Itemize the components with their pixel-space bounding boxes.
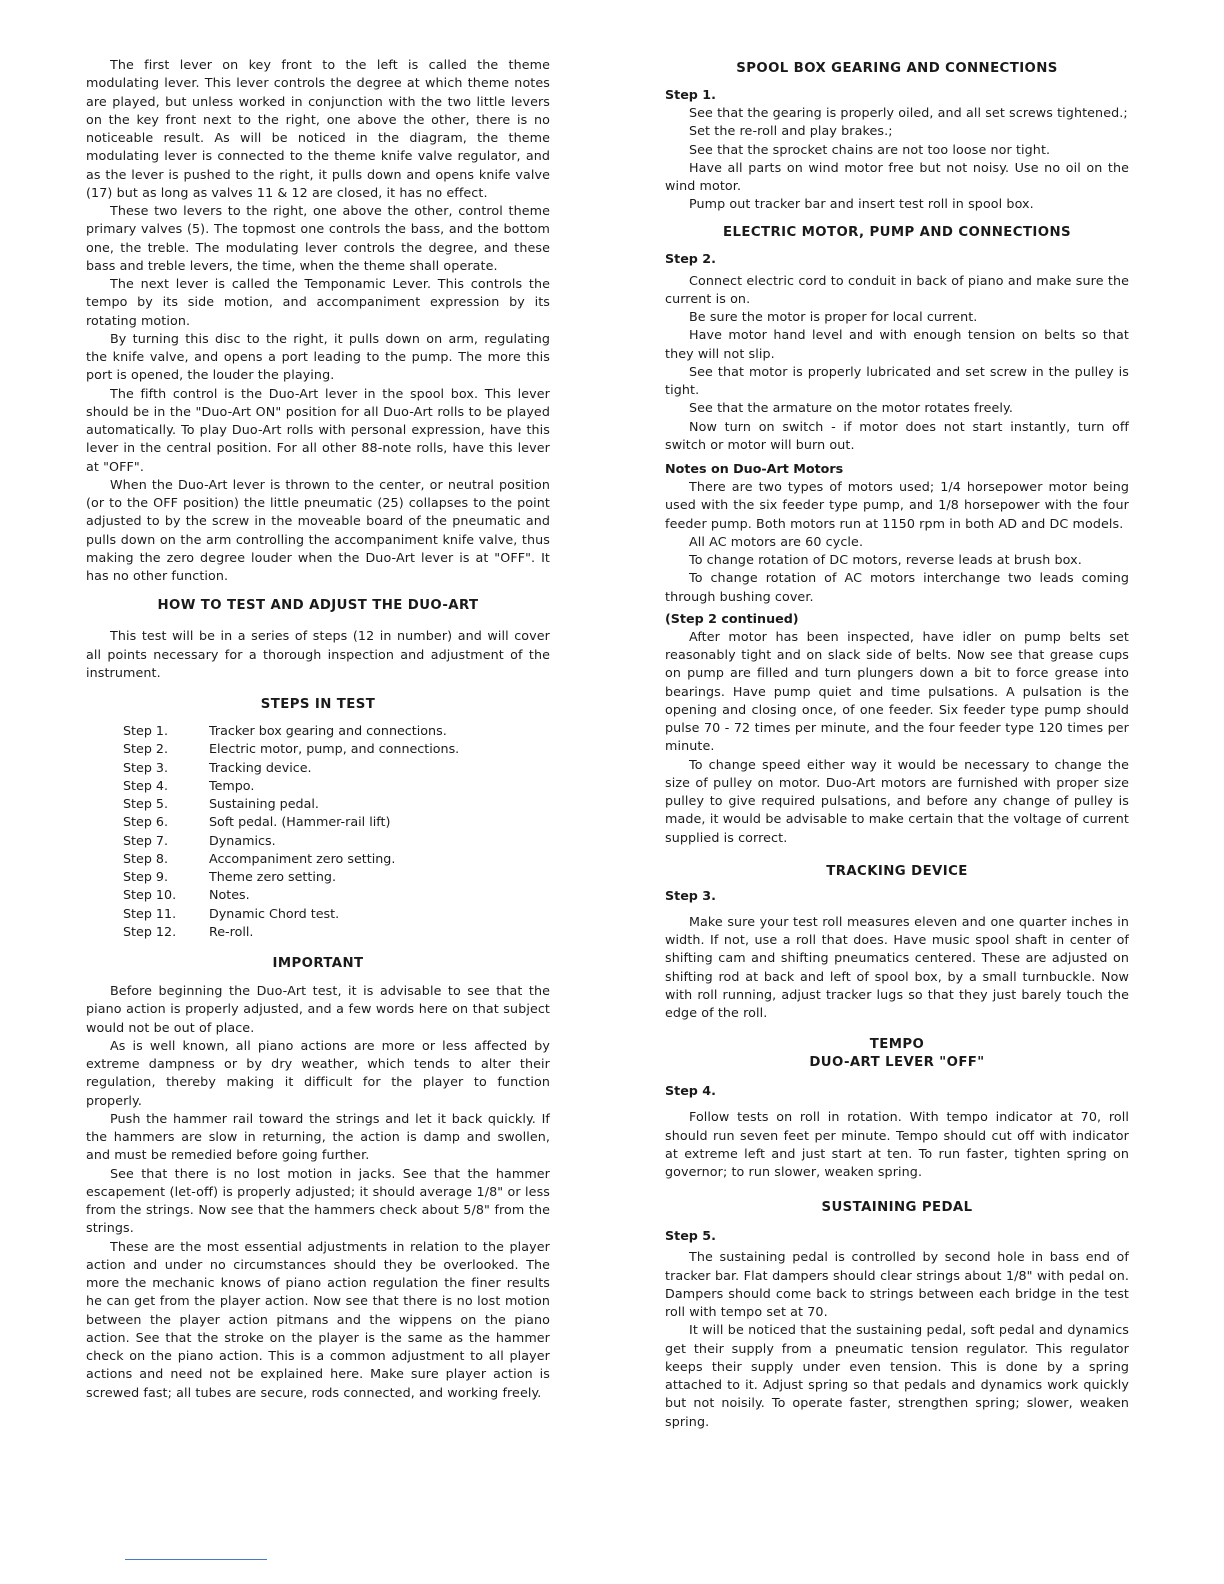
step-1-label: Step 1. (665, 87, 716, 102)
step-2-continued-label: (Step 2 continued) (665, 610, 799, 626)
step-2-label: Step 2. (665, 250, 716, 266)
important-paragraph: Before beginning the Duo-Art test, it is advisable to see that the piano action is properly adjusted, and a few words here on that subject would not be out of place. (86, 983, 550, 1035)
step-item (123, 905, 550, 923)
step-1-paragraph: Have all parts on wind motor free but not noisy. Use no oil on the wind motor. (665, 159, 1129, 193)
step-number: Step 2. (123, 741, 169, 757)
steps-heading: STEPS IN TEST (260, 697, 376, 712)
electric-motor-heading: ELECTRIC MOTOR, PUMP AND CONNECTIONS (723, 224, 1071, 240)
step-2-paragraph: Be sure the motor is proper for local current. (689, 309, 978, 324)
step-description: Electric motor, pump, and connections. (209, 741, 460, 757)
step-item (123, 886, 550, 904)
important-paragraph: Push the hammer rail toward the strings and let it back quickly. If the hammers are slow in returning, the action is damp and swollen, and must be remedied before going further. (86, 1110, 550, 1163)
step-item (123, 795, 550, 813)
step-2-paragraph: See that motor is properly lubricated and set screw in the pulley is tight. (665, 363, 1129, 397)
step-description: Tempo. (209, 777, 255, 793)
step-2-continued-paragraph: After motor has been inspected, have idler on pump belts set reasonably tight and on slack side of belts. Now see that grease cups on pump are filled and turn plungers down a bit to force grease into bearings. Have pump quiet and time pulsations. A pulsation is the opening and closing once, of one feeder. Six feeder type pump should pulse 70 - 72 times per minute, and the four feeder type 120 times per minute. (665, 628, 1129, 754)
tracking-device-heading: TRACKING DEVICE (826, 863, 968, 879)
step-5-paragraph: It will be noticed that the sustaining pedal, soft pedal and dynamics get their supply from a pneumatic tension regulator. This regulator keeps their supply under even tension. This is done by a spring attached to it. Adjust spring so that pedals and dynamics work quickly but not noisily. To operate faster, strengthen spring; slower, weaken spring. (665, 1322, 1129, 1429)
spool-box-heading: SPOOL BOX GEARING AND CONNECTIONS (736, 61, 1058, 76)
right-column (665, 56, 1129, 1431)
step-item (123, 759, 550, 777)
howto-text: This test will be in a series of steps (12 in number) and will cover all points necessary for a thorough inspection and adjustment of the instrument. (86, 628, 550, 680)
step-2-paragraph: Have motor hand level and with enough tension on belts so that they will not slip. (665, 327, 1129, 361)
footnote-rule (125, 1559, 267, 1560)
step-2-paragraph: See that the armature on the motor rotates freely. (689, 400, 1013, 416)
step-item (123, 777, 550, 795)
step-number: Step 3. (123, 759, 169, 775)
step-number: Step 12. (123, 923, 177, 939)
step-item (123, 740, 550, 758)
step-number: Step 8. (123, 850, 169, 866)
step-description: Theme zero setting. (209, 869, 337, 884)
step-item (123, 722, 550, 740)
step-number: Step 6. (123, 814, 169, 830)
step-description: Dynamics. (209, 832, 276, 848)
intro-paragraph: The first lever on key front to the left is called the theme modulating lever. This lever controls the degree at which theme notes are played, but unless worked in conjunction with the two little levers on the key front next to the right, one above the other, there is no noticeable result. As will be noticed in the diagram, the theme modulating lever is connected to the theme knife valve regulator, and as the lever is pushed to the right, it pulls down and opens knife valve (17) but as long as valves 11 & 12 are closed, it has no effect. (86, 57, 550, 200)
step-description: Tracking device. (209, 759, 312, 775)
step-1-paragraph: See that the gearing is properly oiled, and all set screws tightened.; (689, 105, 1128, 120)
step-description: Notes. (209, 887, 250, 903)
step-2-paragraph: Connect electric cord to conduit in back of piano and make sure the current is on. (665, 272, 1129, 306)
step-number: Step 7. (123, 832, 169, 848)
step-description: Sustaining pedal. (209, 796, 319, 811)
step-number: Step 1. (123, 723, 169, 738)
step-1-paragraph: Set the re-roll and play brakes.; (689, 123, 893, 139)
step-item (123, 832, 550, 850)
step-number: Step 10. (123, 887, 177, 903)
step-item (123, 923, 550, 941)
sustaining-pedal-heading: SUSTAINING PEDAL (821, 1200, 973, 1216)
step-item (123, 813, 550, 831)
step-description: Accompaniment zero setting. (209, 850, 396, 866)
motor-notes-heading: Notes on Duo-Art Motors (665, 461, 844, 476)
step-description: Re-roll. (209, 923, 254, 939)
step-description: Soft pedal. (Hammer-rail lift) (209, 814, 391, 830)
step-number: Step 5. (123, 796, 169, 811)
steps-list (123, 722, 550, 941)
step-5-paragraph: The sustaining pedal is controlled by second hole in bass end of tracker bar. Flat dampers should clear strings about 1/8" with pedal on. Dampers should come back to strings between each bridge in the test roll with tempo set at 70. (665, 1249, 1129, 1319)
important-paragraph: As is well known, all piano actions are more or less affected by extreme dampness or by dry weather, which tends to alter their regulation, thereby making it difficult for the player to function properly. (86, 1037, 550, 1108)
motor-notes-paragraph: All AC motors are 60 cycle. (689, 533, 864, 549)
tempo-subheading: DUO-ART LEVER "OFF" (809, 1055, 985, 1071)
tempo-heading: TEMPO (869, 1037, 925, 1053)
step-description: Tracker box gearing and connections. (209, 723, 447, 738)
step-1-paragraph: See that the sprocket chains are not too loose nor tight. (689, 141, 1051, 157)
intro-paragraph: The next lever is called the Temponamic Lever. This controls the tempo by its side motion, and accompaniment expression by its rotating motion. (86, 276, 550, 328)
step-item (123, 850, 550, 868)
intro-paragraph: The fifth control is the Duo-Art lever in the spool box. This lever should be in the "Duo-Art ON" position for all Duo-Art rolls to be played automatically. To play Duo-Art rolls with personal expression, have this lever in the central position. For all other 88-note rolls, have this lever at "OFF". (86, 385, 550, 474)
step-5-label: Step 5. (665, 1228, 716, 1244)
intro-paragraph: These two levers to the right, one above the other, control theme primary valves (5). The topmost one controls the bass, and the bottom one, the treble. The modulating lever controls the degree, and these bass and treble levers, the time, when the theme shall operate. (86, 203, 550, 273)
important-paragraph: See that there is no lost motion in jacks. See that the hammer escapement (let-off) is properly adjusted; it should average 1/8" or less from the strings. Now see that the hammers check about 5/8" from the strings. (86, 1165, 550, 1236)
step-item (123, 868, 550, 886)
step-4-label: Step 4. (665, 1083, 716, 1099)
step-number: Step 9. (123, 869, 169, 884)
important-heading: IMPORTANT (272, 956, 364, 971)
step-2-continued-paragraph: To change speed either way it would be necessary to change the size of pulley on motor. Duo-Art motors are furnished with proper size pulley to give required pulsations, and before any change of pulley is made, it would be advisable to make certain that the voltage of current supplied is correct. (665, 756, 1129, 845)
left-column (86, 56, 550, 1402)
step-number: Step 4. (123, 777, 169, 793)
step-2-paragraph: Now turn on switch - if motor does not start instantly, turn off switch or motor will burn out. (665, 418, 1129, 452)
step-description: Dynamic Chord test. (209, 905, 340, 921)
step-3-paragraph: Make sure your test roll measures eleven and one quarter inches in width. If not, use a roll that does. Have music spool shaft in center of shifting cam and shifting pneumatics centered. These are adjusted on shifting rod at back and left of spool box, by a small turnbuckle. Now with roll running, adjust tracker lugs so that they just barely touch the edge of the roll. (665, 913, 1129, 1020)
howto-heading: HOW TO TEST AND ADJUST THE DUO-ART (157, 598, 479, 614)
step-1-paragraph: Pump out tracker bar and insert test roll in spool box. (689, 196, 1034, 212)
intro-section (86, 56, 550, 585)
motor-notes-paragraph: There are two types of motors used; 1/4 horsepower motor being used with the six feeder type pump, and 1/8 horsepower with the four feeder pump. Both motors run at 1150 rpm in both AD and DC models. (665, 479, 1129, 531)
intro-paragraph: When the Duo-Art lever is thrown to the center, or neutral position (or to the OFF position) the little pneumatic (25) collapses to the point adjusted to by the screw in the moveable board of the pneumatic and pulls down on the arm controlling the accompaniment knife valve, thus making the zero degree louder when the Duo-Art lever is at "OFF". It has no other function. (86, 476, 550, 583)
motor-notes-paragraph: To change rotation of AC motors interchange two leads coming through bushing cover. (665, 570, 1129, 604)
step-4-paragraph: Follow tests on roll in rotation. With tempo indicator at 70, roll should run seven feet per minute. Tempo should cut off with indicator at extreme left and just start at ten. To run faster, tighten spring on governor; to run slower, weaken spring. (665, 1109, 1129, 1179)
step-number: Step 11. (123, 905, 177, 921)
step-3-label: Step 3. (665, 887, 716, 903)
important-paragraph: These are the most essential adjustments in relation to the player action and under no circumstances should they be overlooked. The more the mechanic knows of piano action regulation the finer results he can get from the player action. Now see that there is no lost motion between the player action pitmans and the wippens on the piano action. See that the stroke on the player is the same as the hammer check on the piano action. This is a common adjustment to all player actions and need not be explained here. Make sure player action is screwed fast; all tubes are secure, rods connected, and working freely. (86, 1238, 550, 1400)
important-section (86, 982, 550, 1402)
intro-paragraph: By turning this disc to the right, it pulls down on arm, regulating the knife valve, and opens a port leading to the pump. The more this port is opened, the louder the playing. (86, 330, 550, 383)
motor-notes-paragraph: To change rotation of DC motors, reverse leads at brush box. (689, 552, 1082, 567)
